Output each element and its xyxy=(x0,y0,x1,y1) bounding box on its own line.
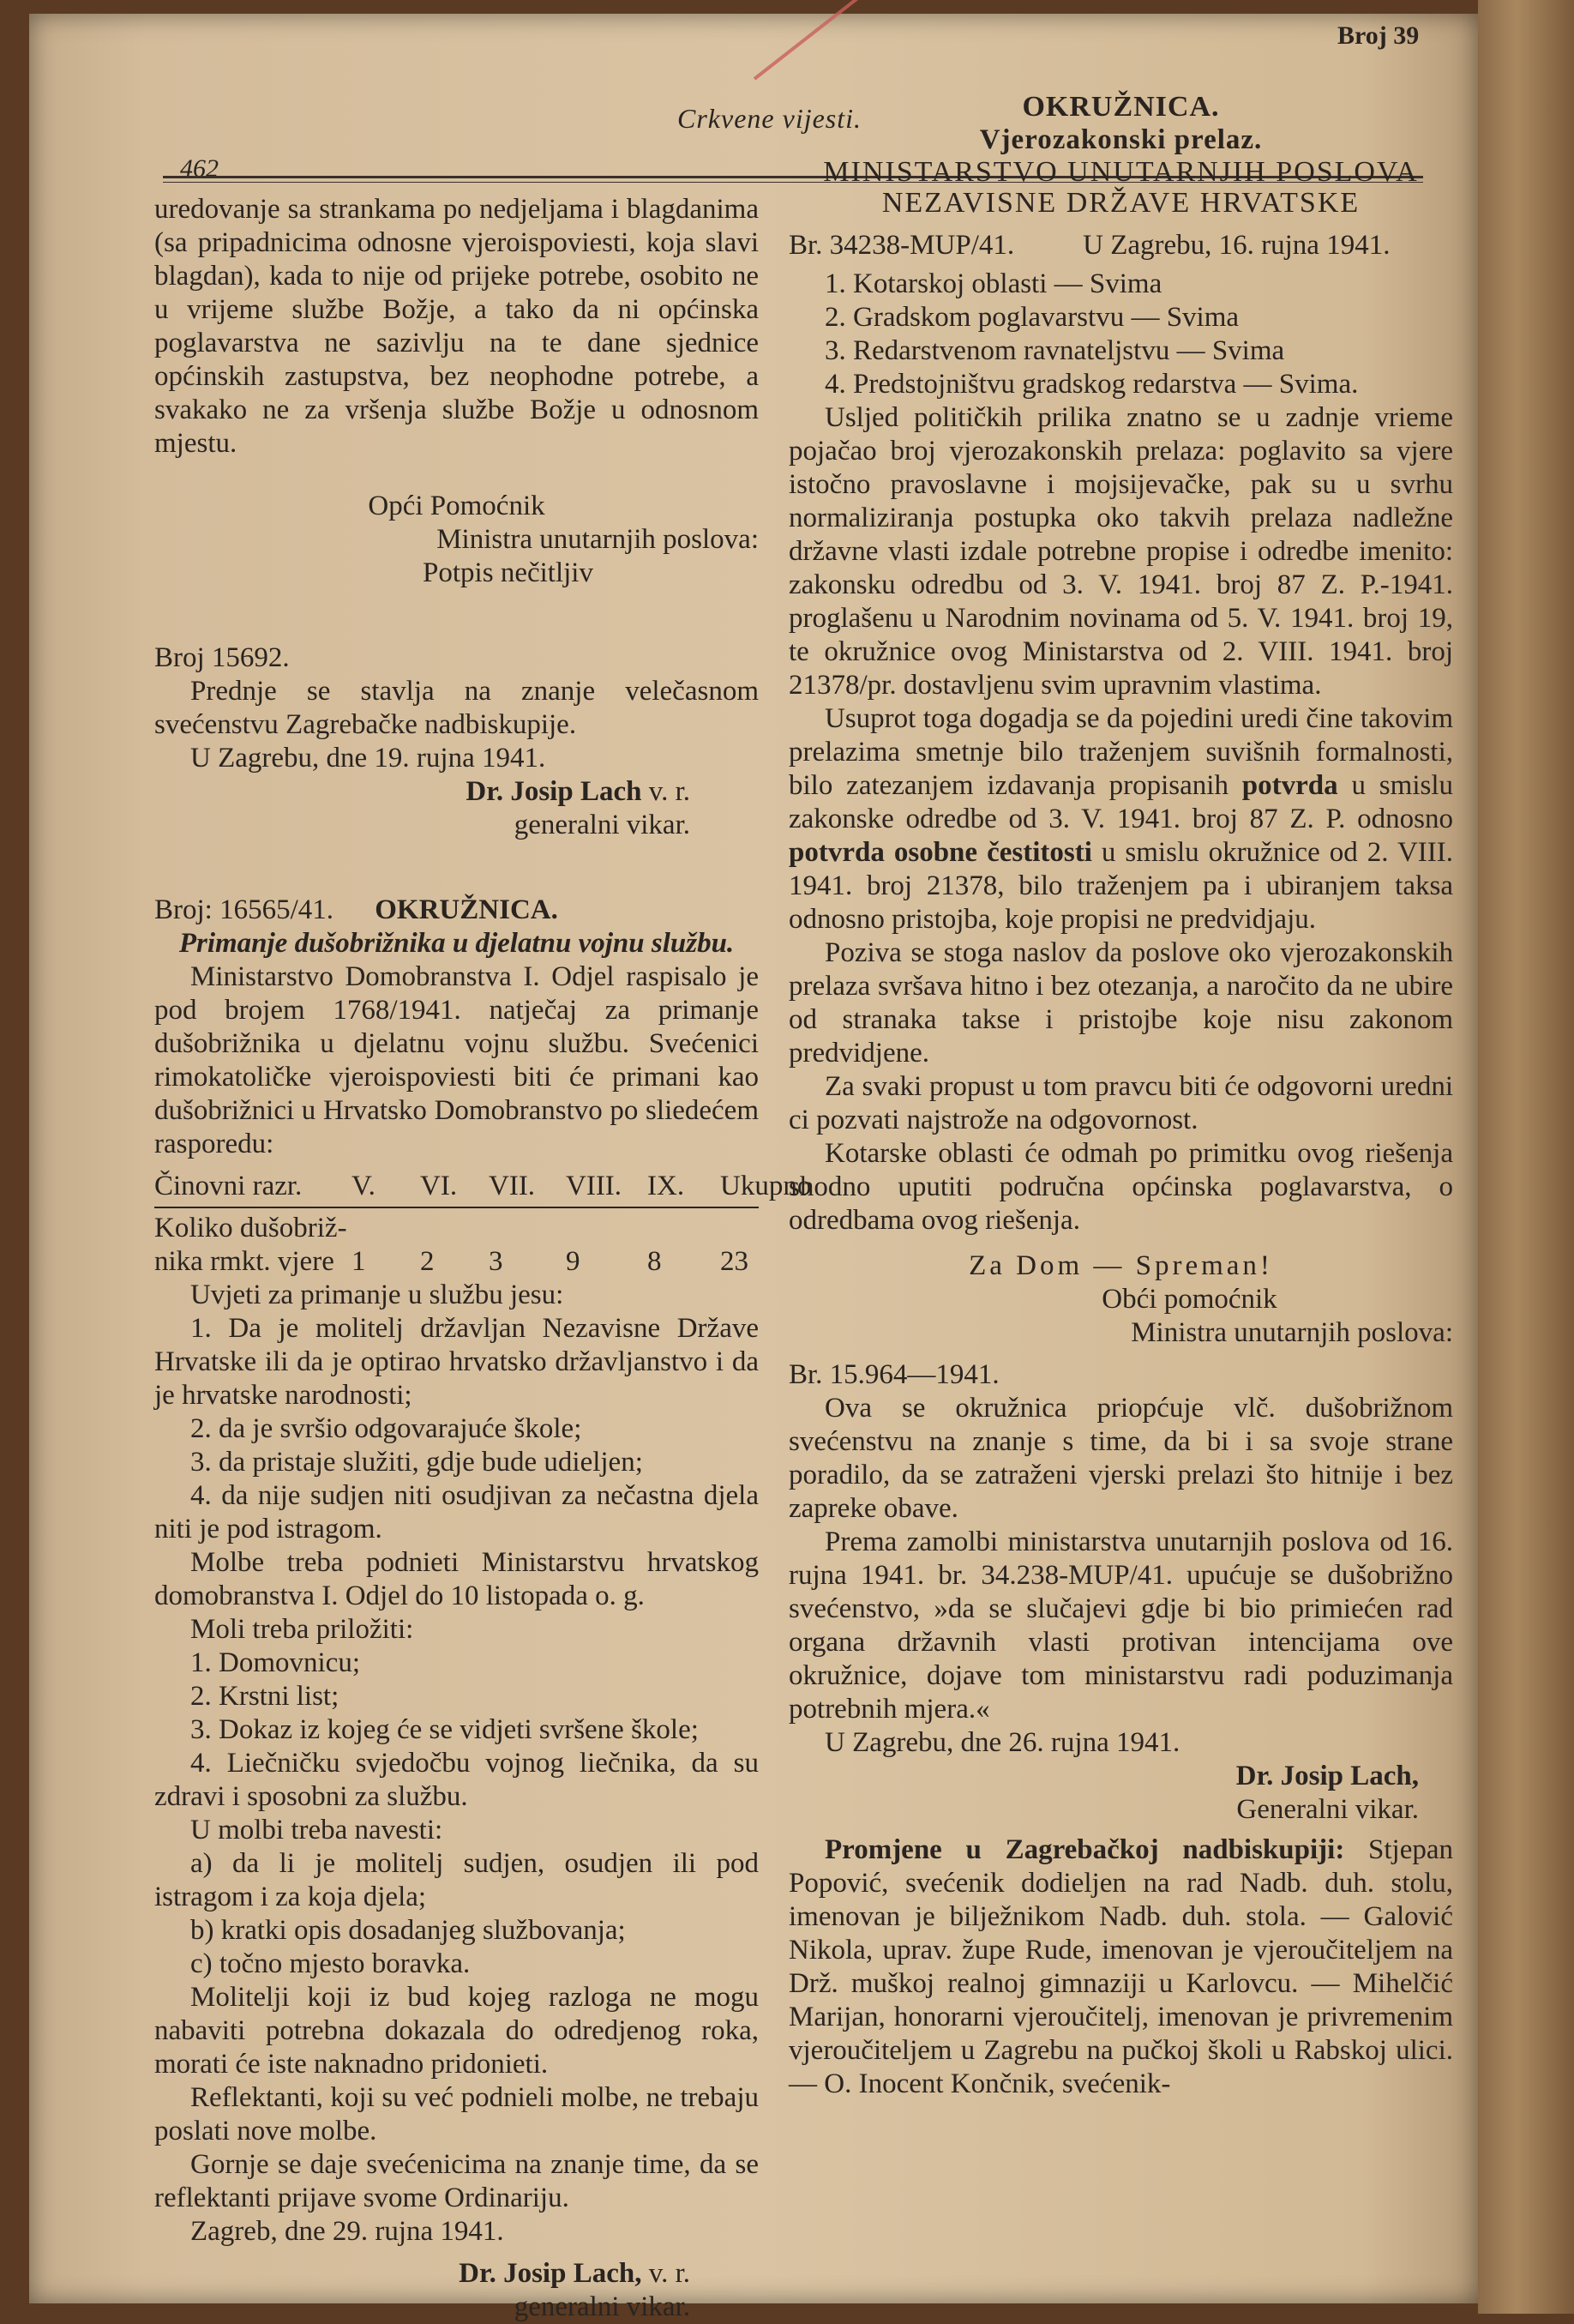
ref-number-right: Br. 34238-MUP/41. xyxy=(789,230,1015,261)
notice-1: Prednje se stavlja na znanje velečasnom svećenstvu Zagrebačke nadbiskupije. xyxy=(154,676,759,740)
table-header-cell: V. xyxy=(351,1171,375,1201)
paragraph-2: Ministarstvo Domobranstva I. Odjel raspisalo je pod brojem 1768/1941. natječaj za primanje dušobrižnika u djelatnu vojnu službu. Svećenici rimokatoličke vjeroispoviesti biti će primani kao dušobrižnici u Hrvatsko Domobranstvo po sliedećem rasporedu: xyxy=(154,961,759,1159)
table-header-cell: VIII. xyxy=(566,1171,622,1201)
table-cell: 8 xyxy=(647,1246,662,1277)
right-paragraph-4: Za svaki propust u tom pravcu biti će odgovorni uredni ci pozvati najstrože na odgovornost. xyxy=(789,1071,1453,1135)
recipient-item: 4. Predstojništvu gradskog redarstva — Svima. xyxy=(825,369,1359,400)
changes-paragraph xyxy=(789,1833,1453,2101)
ref-number-right-2: Br. 15.964—1941. xyxy=(789,1359,1000,1390)
date-2: Zagreb, dne 29. rujna 1941. xyxy=(190,2216,504,2247)
table-cell: 9 xyxy=(566,1246,580,1277)
right-paragraph-2 xyxy=(789,702,1453,936)
okruznica-subtitle-left: Primanje dušobrižnika u djelatnu vojnu službu. xyxy=(178,928,735,959)
statement-item: a) da li je molitelj sudjen, osudjen ili pod istragom i za koja djela; xyxy=(154,1848,759,1912)
right-p2-bold: potvrda osobne čestitosti xyxy=(789,837,1092,868)
journal-title: Crkvene vijesti. xyxy=(677,103,862,134)
right-paragraph-1: Usljed političkih prilika znatno se u zadnje vrieme pojačao broj vjerozakonskih prelaza: poglavito sa vjere istočno pravoslavne i mojsijevačke, pak su u svrhu normaliziranja postupka oko takvih prelaza nadležne državne vlasti izdale potrebne propise i odredbe imenito: zakonsku odredbu od 3. V. 1941. broj 87 Z. P.-1941. proglašenu u Narodnim novinama od 5. V. 1941. broj 19, te okružnice ovog Ministarstva od 2. VIII. 1941. broj 21378/pr. dostavljenu svim upravnim vlastima. xyxy=(789,402,1453,701)
date-right-2: U Zagrebu, dne 26. rujna 1941. xyxy=(825,1727,1180,1758)
right-paragraph-5: Kotarske oblasti će odmah po primitku ovog riešenja shodno uputiti područna općinska poglavarstva, o odredbama ovog riešenja. xyxy=(789,1138,1453,1236)
ref-number-2 xyxy=(154,894,759,927)
right-column xyxy=(789,90,1453,2101)
signature-right-line-1: Obći pomoćnik xyxy=(1102,1284,1277,1315)
table-row-label-1: Koliko dušobriž- xyxy=(154,1213,347,1243)
statement-item: b) kratki opis dosadanjeg službovanja; xyxy=(190,1915,626,1946)
table-header-cell: Činovni razr. xyxy=(154,1171,303,1201)
conditions-intro: Uvjeti za primanje u službu jesu: xyxy=(190,1279,564,1310)
signature-2-vr: v. r. xyxy=(648,776,690,807)
right-paragraph-3: Poziva se stoga naslov da poslove oko vjerozakonskih prelaza svršava hitno i bez otezanja, a naročito da ne ubire od stranaka takse i pristojbe koje nisu zakonom predvidjene. xyxy=(789,937,1453,1069)
okruznica-title-right: OKRUŽNICA. xyxy=(1022,91,1220,123)
slogan: Za Dom — Spreman! xyxy=(969,1250,1273,1281)
adjacent-page-edge xyxy=(1478,0,1574,2314)
signature-3-vr: v. r. xyxy=(648,2258,690,2289)
right-paragraph-7: Prema zamolbi ministarstva unutarnjih poslova od 16. rujna 1941. br. 34.238-MUP/41. upućuje se dušobrižno svećenstvo, »da se slučajevi gdje bi bio primiećen rad organa državnih vlasti protivan intencijama ove okružnice, dojave tom ministarstvu radi poduzimanja potrebnih mjera.« xyxy=(789,1526,1453,1725)
condition-item: 2. da je svršio odgovarajuće škole; xyxy=(190,1413,582,1444)
signature-3-name: Dr. Josip Lach, xyxy=(459,2258,642,2289)
table-rule xyxy=(154,1207,759,1208)
paragraph-4: Reflektanti, koji su već podnieli molbe, ne trebaju poslati nove molbe. xyxy=(154,2082,759,2146)
left-column xyxy=(154,193,812,2324)
applications-paragraph: Molbe treba podnieti Ministarstvu hrvatskog domobranstva I. Odjel do 10 listopada o. g. xyxy=(154,1547,759,1611)
signature-2-title: generalni vikar. xyxy=(514,810,690,840)
recipient-item: 3. Redarstvenom ravnateljstvu — Svima xyxy=(825,335,1285,366)
ref-number-2-text: Broj: 16565/41. xyxy=(154,894,334,925)
page-number: 462 xyxy=(180,154,219,183)
right-p2-text: u smislu okružnice od 2. VIII. 1941. broj 21378, bilo traženjem pa i ubiranjem taksa odnosno pristojba, koje propisi ne predvidjaju. xyxy=(789,837,1453,935)
signature-right-line-2: Ministra unutarnjih poslova: xyxy=(1131,1317,1453,1348)
signature-1-line-3: Potpis nečitljiv xyxy=(423,557,593,588)
table-header-cell: VI. xyxy=(420,1171,458,1201)
okruznica-title-left: OKRUŽNICA. xyxy=(375,894,558,925)
table-header-cell: IX. xyxy=(647,1171,685,1201)
attachment-item: 2. Krstni list; xyxy=(190,1681,339,1712)
table-header-cell: VII. xyxy=(489,1171,536,1201)
date-head: U Zagrebu, 16. rujna 1941. xyxy=(1083,230,1391,261)
ranks-table-header xyxy=(154,1170,812,1203)
attachment-item: 4. Liečničku svjedočbu vojnog liečnika, da su zdravi i sposobni za službu. xyxy=(154,1748,759,1812)
changes-text: Stjepan Popović, svećenik dodieljen na rad Nadb. duh. stolu, imenovan je bilježnikom Nadb. duh. stola. — Galović Nikola, uprav. župe Rude, imenovan je vjeroučiteljem na Drž. muškoj realnoj gimnaziji u Karlovcu. — Mihelčić Marijan, honorarni vjeroučitelj, imenovan je privremenim vjeroučiteljem u Zagrebu na pučkoj školi u Rabskoj ulici. — O. Inocent Končnik, svećenik- xyxy=(789,1834,1454,2099)
recipient-item: 1. Kotarskoj oblasti — Svima xyxy=(825,268,1162,299)
recipient-item: 2. Gradskom poglavarstvu — Svima xyxy=(825,302,1240,333)
right-p2-text: Usuprot toga dogadja se da pojedini uredi čine takovim prelazima smetnje bilo traženjem suvišnih formalnosti, bilo zatezanjem izdavanja propisanih xyxy=(789,703,1453,801)
ref-line xyxy=(789,229,1453,262)
table-cell: 3 xyxy=(489,1246,503,1277)
signature-2-name: Dr. Josip Lach xyxy=(466,776,642,807)
ministry-line-2: NEZAVISNE DRŽAVE HRVATSKE xyxy=(881,187,1361,219)
signature-right-name: Dr. Josip Lach, xyxy=(1235,1761,1419,1791)
ranks-table-row xyxy=(154,1245,759,1279)
table-cell: 2 xyxy=(420,1246,435,1277)
signature-1-line-2: Ministra unutarnjih poslova: xyxy=(436,524,759,555)
right-p2-text: u smislu zakonske odredbe od 3. V. 1941. broj 87 Z. P. odnosno xyxy=(789,770,1453,834)
condition-item: 4. da nije sudjen niti osudjivan za nečastna djela niti je pod istragom. xyxy=(154,1480,759,1544)
condition-item: 1. Da je molitelj državljan Nezavisne Države Hrvatske ili da je optirao hrvatsko državljanstvo i da je hrvatske narodnosti; xyxy=(154,1313,759,1411)
condition-item: 3. da pristaje služiti, gdje bude udieljen; xyxy=(190,1447,643,1478)
table-row-label-2: nika rmkt. vjere xyxy=(154,1246,334,1277)
paragraph-5: Gornje se daje svećenicima na znanje time, da se reflektanti prijave svome Ordinariju. xyxy=(154,2149,759,2213)
date-1: U Zagrebu, dne 19. rujna 1941. xyxy=(190,743,546,774)
attachments-intro: Moli treba priložiti: xyxy=(190,1614,414,1645)
intro-paragraph: uredovanje sa strankama po nedjeljama i blagdanima (sa pripadnicima odnosne vjeroispoviesti, koja slavi blagdan), kada to nije od prijeke potrebe, osobito ne u vrijeme službe Božje, a tako da ni općinska poglavarstva ne sazivlju na te dane sjednice općinskih zastupstva, bez neophodne potrebe, a svakako ne za vršenja službe Božje u odnosnom mjestu. xyxy=(154,194,759,459)
table-cell: 1 xyxy=(351,1246,366,1277)
attachment-item: 3. Dokaz iz kojeg će se vidjeti svršene škole; xyxy=(190,1714,699,1745)
right-p2-bold: potvrda xyxy=(1241,770,1338,801)
changes-heading: Promjene u Zagrebačkoj nadbiskupiji: xyxy=(825,1834,1345,1865)
ref-number-1: Broj 15692. xyxy=(154,642,290,673)
signature-3 xyxy=(154,2257,759,2291)
okruznica-subtitle-right: Vjerozakonski prelaz. xyxy=(979,124,1263,155)
signature-3-title: generalni vikar. xyxy=(514,2291,690,2322)
statement-intro: U molbi treba navesti: xyxy=(190,1815,443,1845)
table-header-cell: Ukupno xyxy=(720,1171,812,1201)
table-cell: 23 xyxy=(720,1246,748,1277)
ministry-line-1: MINISTARSTVO UNUTARNJIH POSLOVA xyxy=(823,156,1419,188)
attachment-item: 1. Domovnicu; xyxy=(190,1647,360,1678)
statement-item: c) točno mjesto boravka. xyxy=(190,1948,471,1979)
paragraph-3: Molitelji koji iz bud kojeg razloga ne mogu nabaviti potrebna dokazala do odredjenog roka, morati će iste naknadno pridonieti. xyxy=(154,1982,759,2080)
signature-1-line-1: Opći Pomoćnik xyxy=(368,491,545,521)
signature-right-title: Generalni vikar. xyxy=(1236,1794,1419,1825)
signature-2 xyxy=(154,775,759,809)
issue-number: Broj 39 xyxy=(1337,21,1420,50)
right-paragraph-6: Ova se okružnica priopćuje vlč. dušobrižnom svećenstvu na znanje s time, da bi i sa svoje strane poradilo, da se zatraženi vjerski prelazi što hitnije i bez zapreke obave. xyxy=(789,1393,1453,1524)
